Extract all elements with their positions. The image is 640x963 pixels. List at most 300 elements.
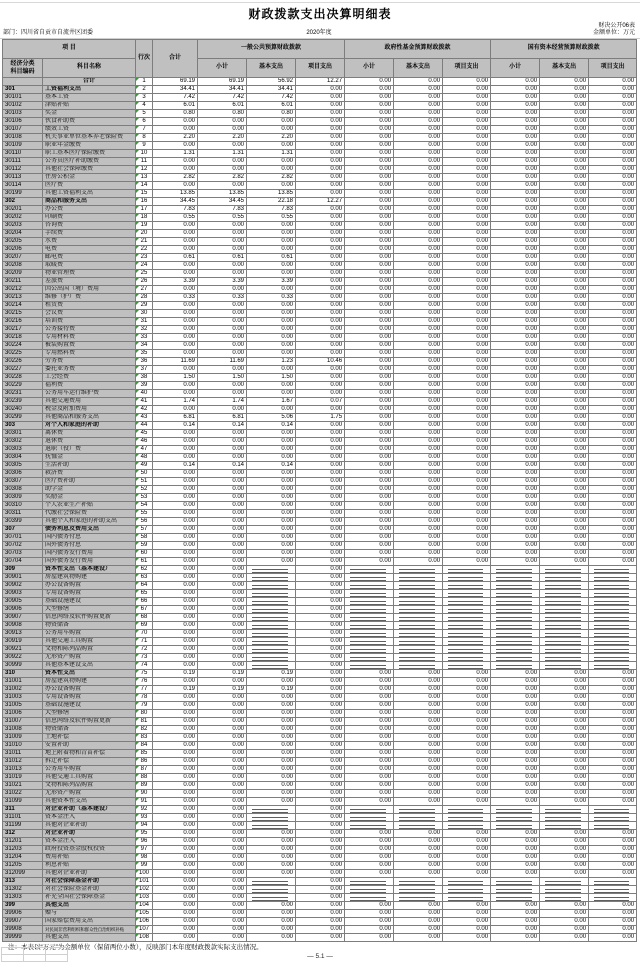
not-applicable-dash xyxy=(545,881,581,885)
cell-value: 0.00 xyxy=(296,262,345,270)
cell-value xyxy=(491,878,540,886)
cell-value: 0.00 xyxy=(345,342,394,350)
cell-value: 0.00 xyxy=(491,670,540,678)
cell-subject-name: 信息网络及软件购置更新 xyxy=(43,718,136,726)
top-grid-line xyxy=(0,2,640,3)
cell-value: 0.00 xyxy=(443,286,491,294)
cell-value: 0.00 xyxy=(540,390,589,398)
cell-value: 0.00 xyxy=(394,830,443,838)
table-row xyxy=(3,862,637,870)
header-subtotal-1: 小计 xyxy=(198,59,247,78)
cell-value: 0.00 xyxy=(153,782,198,790)
cell-value: 0.00 xyxy=(540,230,589,238)
cell-value: 0.00 xyxy=(443,462,491,470)
cell-value xyxy=(394,822,443,830)
table-row xyxy=(3,574,637,582)
cell-economic-code: 30301 xyxy=(3,430,43,438)
cell-value: 13.85 xyxy=(247,190,296,198)
cell-economic-code: 31021 xyxy=(3,782,43,790)
cell-value: 0.00 xyxy=(491,502,540,510)
cell-value xyxy=(540,638,589,646)
cell-value: 0.00 xyxy=(153,302,198,310)
not-applicable-dash xyxy=(545,585,581,589)
cell-value: 0.00 xyxy=(296,278,345,286)
cell-value: 0.00 xyxy=(296,214,345,222)
cell-value: 0.00 xyxy=(589,686,637,694)
cell-value: 1.31 xyxy=(198,150,247,158)
cell-value xyxy=(345,806,394,814)
cell-value: 0.00 xyxy=(247,142,296,150)
cell-value: 0.00 xyxy=(589,838,637,846)
cell-value: 0.00 xyxy=(491,182,540,190)
cell-line-no: 105 xyxy=(136,910,153,918)
cell-value: 0.00 xyxy=(345,726,394,734)
cell-economic-code: 302 xyxy=(3,198,43,206)
cell-line-no: 69 xyxy=(136,622,153,630)
cell-value: 0.00 xyxy=(345,918,394,926)
cell-value: 0.00 xyxy=(247,302,296,310)
cell-economic-code: 30208 xyxy=(3,262,43,270)
not-applicable-dash xyxy=(496,625,532,629)
cell-subject-name: 助学金 xyxy=(43,486,136,494)
cell-value: 0.00 xyxy=(345,782,394,790)
cell-value: 0.00 xyxy=(491,910,540,918)
cell-value: 0.00 xyxy=(491,334,540,342)
cell-value: 0.00 xyxy=(153,342,198,350)
cell-value: 0.00 xyxy=(394,342,443,350)
cell-value: 0.00 xyxy=(296,910,345,918)
cell-line-no: 3 xyxy=(136,94,153,102)
cell-economic-code: 30302 xyxy=(3,438,43,446)
cell-value: 0.00 xyxy=(198,694,247,702)
table-row xyxy=(3,246,637,254)
cell-value: 0.00 xyxy=(443,414,491,422)
cell-line-no: 59 xyxy=(136,542,153,550)
not-applicable-dash xyxy=(448,825,483,829)
cell-value: 0.00 xyxy=(153,230,198,238)
cell-economic-code: 30107 xyxy=(3,126,43,134)
cell-subject-name: 奖金 xyxy=(43,110,136,118)
not-applicable-dash xyxy=(252,809,288,813)
cell-economic-code: 30216 xyxy=(3,318,43,326)
cell-value xyxy=(443,614,491,622)
amount-unit: 金额单位：万元 xyxy=(593,30,636,36)
cell-value: 0.00 xyxy=(296,478,345,486)
cell-value xyxy=(247,814,296,822)
cell-subject-name: 房屋建筑物购建 xyxy=(43,678,136,686)
cell-value: 0.00 xyxy=(345,758,394,766)
cell-value xyxy=(491,574,540,582)
cell-value: 0.00 xyxy=(394,246,443,254)
cell-value: 0.00 xyxy=(247,366,296,374)
table-row xyxy=(3,142,637,150)
cell-value: 0.00 xyxy=(589,270,637,278)
cell-value: 0.14 xyxy=(198,462,247,470)
cell-value: 0.00 xyxy=(394,798,443,806)
cell-value: 0.00 xyxy=(153,726,198,734)
department-label: 部门：四川省自贡市自流井区团委 xyxy=(3,30,94,36)
cell-economic-code: 30701 xyxy=(3,534,43,542)
cell-value xyxy=(247,598,296,606)
cell-economic-code: 30202 xyxy=(3,214,43,222)
cell-value: 0.00 xyxy=(443,86,491,94)
cell-subject-name: 办公费 xyxy=(43,206,136,214)
cell-subject-name: 基础设施建设 xyxy=(43,702,136,710)
cell-line-no: 78 xyxy=(136,694,153,702)
cell-value: 0.00 xyxy=(589,494,637,502)
cell-value: 0.00 xyxy=(345,766,394,774)
cell-subject-name: 安置补助 xyxy=(43,742,136,750)
cell-value: 0.00 xyxy=(491,526,540,534)
cell-subject-name: 工资福利支出 xyxy=(43,86,136,94)
cell-value: 0.00 xyxy=(589,254,637,262)
cell-value: 0.00 xyxy=(247,934,296,942)
cell-value: 0.00 xyxy=(443,406,491,414)
cell-value: 10.46 xyxy=(296,358,345,366)
cell-value: 0.00 xyxy=(153,262,198,270)
cell-value: 0.00 xyxy=(345,846,394,854)
cell-value: 0.00 xyxy=(153,366,198,374)
cell-value xyxy=(589,630,637,638)
cell-value: 0.00 xyxy=(296,918,345,926)
cell-value: 0.00 xyxy=(540,702,589,710)
not-applicable-dash xyxy=(350,889,386,893)
cell-line-no: 16 xyxy=(136,198,153,206)
cell-value: 0.00 xyxy=(198,926,247,934)
cell-economic-code: 31201 xyxy=(3,838,43,846)
cell-value: 0.00 xyxy=(198,350,247,358)
not-applicable-dash xyxy=(496,569,532,573)
cell-value: 0.00 xyxy=(540,470,589,478)
cell-value xyxy=(491,662,540,670)
cell-value: 0.00 xyxy=(247,534,296,542)
cell-value xyxy=(589,662,637,670)
cell-value: 0.00 xyxy=(394,910,443,918)
cell-value: 0.00 xyxy=(589,182,637,190)
cell-value: 0.00 xyxy=(589,358,637,366)
cell-economic-code: 30908 xyxy=(3,622,43,630)
cell-value: 0.00 xyxy=(540,326,589,334)
cell-value: 0.19 xyxy=(247,670,296,678)
cell-subject-name: 医疗费补助 xyxy=(43,478,136,486)
cell-value: 0.00 xyxy=(153,854,198,862)
cell-value: 0.00 xyxy=(345,790,394,798)
cell-value: 0.00 xyxy=(394,406,443,414)
cell-value: 0.00 xyxy=(345,718,394,726)
cell-value xyxy=(589,622,637,630)
cell-economic-code: 30902 xyxy=(3,582,43,590)
cell-economic-code: 30109 xyxy=(3,142,43,150)
cell-value: 0.00 xyxy=(198,478,247,486)
cell-line-no: 67 xyxy=(136,606,153,614)
cell-value xyxy=(540,622,589,630)
cell-value: 0.00 xyxy=(153,678,198,686)
cell-value xyxy=(589,574,637,582)
cell-economic-code: 30903 xyxy=(3,590,43,598)
cell-subject-name: 房屋建筑物购建 xyxy=(43,574,136,582)
cell-value: 0.00 xyxy=(198,846,247,854)
cell-value: 0.00 xyxy=(491,446,540,454)
cell-economic-code: 30102 xyxy=(3,102,43,110)
cell-value: 0.14 xyxy=(247,462,296,470)
cell-value: 0.00 xyxy=(247,430,296,438)
cell-line-no: 48 xyxy=(136,454,153,462)
cell-line-no: 87 xyxy=(136,766,153,774)
cell-value: 3.39 xyxy=(153,278,198,286)
cell-subject-name: 劳务费 xyxy=(43,358,136,366)
cell-value: 0.00 xyxy=(296,126,345,134)
cell-value: 0.00 xyxy=(540,902,589,910)
cell-value: 0.00 xyxy=(153,654,198,662)
cell-subject-name: 医疗费 xyxy=(43,182,136,190)
cell-value: 0.00 xyxy=(491,342,540,350)
cell-value: 0.00 xyxy=(394,870,443,878)
cell-subject-name: 资本金注入 xyxy=(43,814,136,822)
cell-value: 0.00 xyxy=(443,326,491,334)
cell-value: 0.00 xyxy=(296,566,345,574)
cell-subject-name: 利息补贴 xyxy=(43,862,136,870)
cell-value: 0.00 xyxy=(491,318,540,326)
cell-value: 0.00 xyxy=(394,302,443,310)
cell-value xyxy=(394,638,443,646)
cell-line-no: 41 xyxy=(136,398,153,406)
cell-economic-code: 301 xyxy=(3,86,43,94)
cell-value: 0.00 xyxy=(443,854,491,862)
cell-value: 0.00 xyxy=(153,814,198,822)
cell-value: 0.00 xyxy=(540,510,589,518)
cell-line-no: 65 xyxy=(136,590,153,598)
cell-line-no: 7 xyxy=(136,126,153,134)
cell-value: 0.00 xyxy=(394,350,443,358)
cell-value: 0.00 xyxy=(247,870,296,878)
cell-value: 0.00 xyxy=(296,526,345,534)
cell-value: 12.27 xyxy=(296,198,345,206)
cell-value: 0.00 xyxy=(296,246,345,254)
cell-value: 0.00 xyxy=(153,166,198,174)
cell-value: 7.83 xyxy=(153,206,198,214)
cell-value: 0.00 xyxy=(153,558,198,566)
cell-value: 0.00 xyxy=(443,726,491,734)
cell-value: 0.00 xyxy=(198,814,247,822)
cell-value: 0.00 xyxy=(345,742,394,750)
cell-value: 0.00 xyxy=(443,678,491,686)
cell-value: 0.55 xyxy=(198,214,247,222)
cell-value: 0.00 xyxy=(443,862,491,870)
cell-value: 0.00 xyxy=(443,374,491,382)
cell-value xyxy=(247,878,296,886)
cell-economic-code: 31001 xyxy=(3,678,43,686)
cell-value: 0.00 xyxy=(491,198,540,206)
cell-value xyxy=(443,646,491,654)
cell-value: 0.00 xyxy=(394,366,443,374)
cell-value: 0.00 xyxy=(198,862,247,870)
cell-value: 0.00 xyxy=(443,750,491,758)
cell-value xyxy=(443,622,491,630)
cell-value: 0.00 xyxy=(394,198,443,206)
not-applicable-dash xyxy=(545,657,581,661)
cell-value: 0.00 xyxy=(589,430,637,438)
not-applicable-dash xyxy=(350,649,386,653)
cell-value: 0.00 xyxy=(296,734,345,742)
not-applicable-dash xyxy=(399,817,435,821)
table-body xyxy=(3,78,637,942)
cell-subject-name: 补充全国社会保障基金 xyxy=(43,894,136,902)
cell-value: 0.00 xyxy=(491,382,540,390)
cell-line-no: 56 xyxy=(136,518,153,526)
cell-value: 0.55 xyxy=(153,214,198,222)
cell-subject-name: 商品和服务支出 xyxy=(43,198,136,206)
meta-row xyxy=(0,30,640,39)
cell-value xyxy=(491,646,540,654)
cell-value: 0.00 xyxy=(345,318,394,326)
cell-value: 0.00 xyxy=(589,190,637,198)
cell-value: 0.00 xyxy=(153,630,198,638)
cell-subject-name: 代缴社会保险费 xyxy=(43,510,136,518)
cell-value: 0.00 xyxy=(589,758,637,766)
cell-value: 0.00 xyxy=(247,918,296,926)
cell-line-no: 104 xyxy=(136,902,153,910)
cell-value: 0.00 xyxy=(540,534,589,542)
cell-value: 0.00 xyxy=(540,126,589,134)
cell-line-no: 4 xyxy=(136,102,153,110)
cell-value: 0.00 xyxy=(296,406,345,414)
cell-value: 0.00 xyxy=(153,494,198,502)
cell-economic-code: 39907 xyxy=(3,918,43,926)
cell-line-no: 9 xyxy=(136,142,153,150)
cell-economic-code: 39908 xyxy=(3,926,43,934)
cell-value xyxy=(491,814,540,822)
cell-value: 0.00 xyxy=(394,526,443,534)
table-row xyxy=(3,870,637,878)
cell-line-no: 101 xyxy=(136,878,153,886)
cell-subject-name: 印刷费 xyxy=(43,214,136,222)
cell-value: 0.00 xyxy=(198,118,247,126)
cell-subject-name: 公务用车购置 xyxy=(43,630,136,638)
not-applicable-dash xyxy=(545,825,581,829)
cell-value: 0.00 xyxy=(247,486,296,494)
cell-value: 0.00 xyxy=(198,894,247,902)
cell-value: 0.00 xyxy=(296,862,345,870)
cell-subject-name: 专用材料费 xyxy=(43,334,136,342)
cell-subject-name: 政府投资基金股权投资 xyxy=(43,846,136,854)
cell-value: 0.00 xyxy=(345,190,394,198)
cell-value: 0.00 xyxy=(394,550,443,558)
cell-economic-code: 31101 xyxy=(3,814,43,822)
table-row xyxy=(3,646,637,654)
cell-value: 0.00 xyxy=(491,790,540,798)
cell-value: 0.00 xyxy=(540,182,589,190)
table-row xyxy=(3,726,637,734)
cell-value: 0.00 xyxy=(540,166,589,174)
table-row xyxy=(3,134,637,142)
cell-value: 0.00 xyxy=(540,550,589,558)
cell-value: 0.00 xyxy=(540,222,589,230)
not-applicable-dash xyxy=(252,897,288,901)
cell-value: 0.00 xyxy=(443,550,491,558)
table-row xyxy=(3,782,637,790)
cell-value: 0.00 xyxy=(491,118,540,126)
cell-value: 0.00 xyxy=(296,838,345,846)
table-row xyxy=(3,126,637,134)
cell-value: 0.00 xyxy=(491,734,540,742)
table-row xyxy=(3,390,637,398)
not-applicable-dash xyxy=(594,817,629,821)
cell-value: 0.00 xyxy=(589,678,637,686)
cell-value: 0.00 xyxy=(345,470,394,478)
cell-value: 0.00 xyxy=(345,750,394,758)
cell-economic-code: 30906 xyxy=(3,606,43,614)
cell-line-no: 29 xyxy=(136,302,153,310)
cell-value: 0.00 xyxy=(491,246,540,254)
cell-value xyxy=(540,574,589,582)
cell-value: 0.00 xyxy=(443,518,491,526)
cell-value: 2.20 xyxy=(247,134,296,142)
table-row xyxy=(3,382,637,390)
cell-value: 0.00 xyxy=(540,558,589,566)
cell-value: 0.00 xyxy=(394,382,443,390)
table-row xyxy=(3,414,637,422)
cell-value: 0.00 xyxy=(443,294,491,302)
cell-value: 0.00 xyxy=(296,622,345,630)
cell-value: 0.00 xyxy=(589,438,637,446)
table-row xyxy=(3,582,637,590)
cell-line-no: 64 xyxy=(136,582,153,590)
table-row xyxy=(3,686,637,694)
cell-value: 0.00 xyxy=(296,590,345,598)
not-applicable-dash xyxy=(350,817,386,821)
header-basic-1: 基本支出 xyxy=(247,59,296,78)
cell-value: 11.69 xyxy=(198,358,247,366)
cell-line-no: 44 xyxy=(136,422,153,430)
cell-value: 0.00 xyxy=(589,166,637,174)
cell-value: 0.00 xyxy=(589,150,637,158)
cell-value: 0.00 xyxy=(443,342,491,350)
cell-subject-name: 拆迁补偿 xyxy=(43,758,136,766)
cell-line-no: 52 xyxy=(136,486,153,494)
cell-economic-code: 30108 xyxy=(3,134,43,142)
cell-value: 1.75 xyxy=(296,414,345,422)
cell-value xyxy=(540,654,589,662)
cell-value: 0.00 xyxy=(491,358,540,366)
cell-value: 0.00 xyxy=(198,806,247,814)
table-row xyxy=(3,286,637,294)
cell-economic-code: 30227 xyxy=(3,366,43,374)
cell-value: 0.00 xyxy=(345,438,394,446)
cell-value: 0.00 xyxy=(296,654,345,662)
cell-value xyxy=(589,598,637,606)
cell-subject-name: 生活补助 xyxy=(43,462,136,470)
cell-economic-code: 30239 xyxy=(3,398,43,406)
cell-subject-name: 其他个人和家庭的补助支出 xyxy=(43,518,136,526)
cell-value: 0.00 xyxy=(491,206,540,214)
cell-value: 0.00 xyxy=(589,550,637,558)
cell-value: 0.00 xyxy=(345,398,394,406)
cell-value: 0.00 xyxy=(443,150,491,158)
cell-line-no: 15 xyxy=(136,190,153,198)
cell-value: 0.00 xyxy=(153,614,198,622)
not-applicable-dash xyxy=(350,601,386,605)
expenditure-detail-table xyxy=(2,39,637,942)
cell-value: 0.00 xyxy=(198,446,247,454)
cell-value: 0.00 xyxy=(443,790,491,798)
cell-value: 0.00 xyxy=(247,710,296,718)
cell-value: 0.00 xyxy=(198,766,247,774)
cell-value: 0.00 xyxy=(589,782,637,790)
cell-value: 0.00 xyxy=(491,142,540,150)
cell-value xyxy=(394,894,443,902)
cell-economic-code: 30211 xyxy=(3,278,43,286)
cell-value: 0.00 xyxy=(394,118,443,126)
